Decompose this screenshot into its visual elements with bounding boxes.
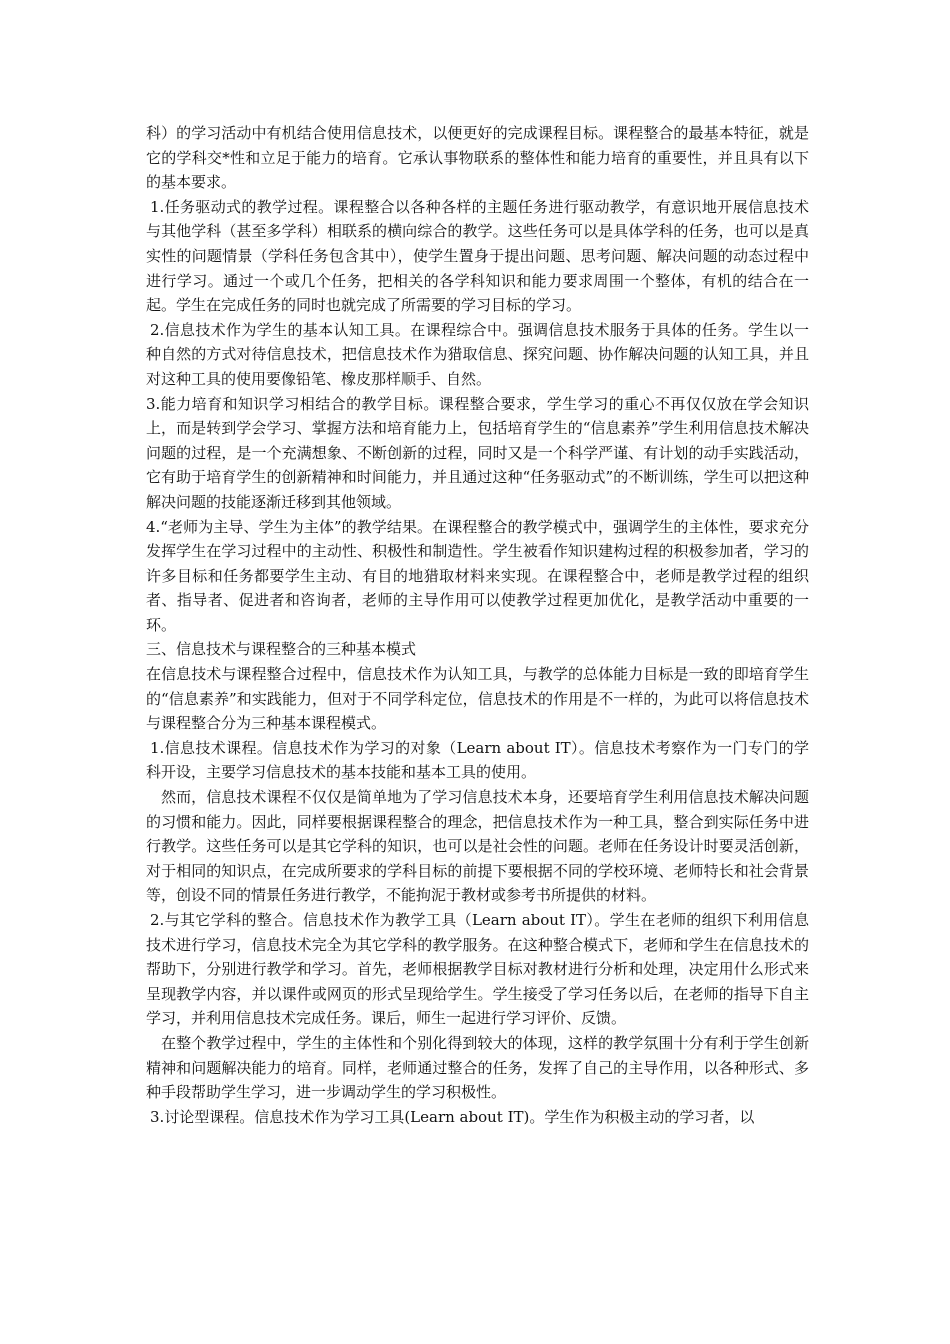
paragraph-mode-3: 3.讨论型课程。信息技术作为学习工具(Learn about IT)。学生作为积极主动的学习者，以 <box>150 1107 755 1126</box>
section-heading-three-modes: 三、信息技术与课程整合的三种基本模式 <box>146 640 417 659</box>
paragraph-requirement-4: 4.“老师为主导、学生为主体”的教学结果。在课程整合的教学模式中，强调学生的主体性，要求充分发挥学生在学习过程中的主动性、积极性和制造性。学生被看作知识建构过程的积极参加者，学习的许多目标和任务都要学生主动、有目的地猎取材料来实现。在课程整合中，老师是教学过程的组织者、指导者、促进者和咨询者，老师的主导作用可以使教学过程更加优化，是教学活动中重要的一环。 <box>146 517 809 634</box>
paragraph-mode-1-detail: 然而，信息技术课程不仅仅是简单地为了学习信息技术本身，还要培育学生利用信息技术解决问题的习惯和能力。因此，同样要根据课程整合的理念，把信息技术作为一种工具，整合到实际任务中进行教学。这些任务可以是其它学科的知识，也可以是社会性的问题。老师在任务设计时要灵活创新，对于相同的知识点，在完成所要求的学科目标的前提下要根据不同的学校环境、老师特长和社会背景等，创设不同的情景任务进行教学，不能拘泥于教材或参考书所提供的材料。 <box>146 788 809 905</box>
paragraph-requirement-2: 2.信息技术作为学生的基本认知工具。在课程综合中。强调信息技术服务于具体的任务。学生以一种自然的方式对待信息技术，把信息技术作为猎取信息、探究问题、协作解决问题的认知工具，并且对这种工具的使用要像铅笔、橡皮那样顺手、自然。 <box>146 320 809 388</box>
paragraph-mode-2-detail: 在整个教学过程中，学生的主体性和个别化得到较大的体现，这样的教学氛围十分有利于学生创新精神和问题解决能力的培育。同样，老师通过整合的任务，发挥了自己的主导作用，以各种形式、多种手段帮助学生学习，进一步调动学生的学习积极性。 <box>146 1033 809 1102</box>
paragraph-modes-intro: 在信息技术与课程整合过程中，信息技术作为认知工具，与教学的总体能力目标是一致的即培育学生的“信息素养”和实践能力，但对于不同学科定位，信息技术的作用是不一样的，为此可以将信息技术与课程整合分为三种基本课程模式。 <box>146 665 809 733</box>
paragraph-intro: 科）的学习活动中有机结合使用信息技术，以便更好的完成课程目标。课程整合的最基本特征，就是它的学科交*性和立足于能力的培育。它承认事物联系的整体性和能力培育的重要性，并且具有以下的基本要求。 <box>146 124 809 192</box>
paragraph-mode-1: 1.信息技术课程。信息技术作为学习的对象（Learn about IT）。信息技术考察作为一门专门的学科开设，主要学习信息技术的基本技能和基本工具的使用。 <box>146 738 809 782</box>
document-page <box>146 121 809 1129</box>
paragraph-requirement-1: 1.任务驱动式的教学过程。课程整合以各种各样的主题任务进行驱动教学，有意识地开展信息技术与其他学科（甚至多学科）相联系的横向综合的教学。这些任务可以是具体学科的任务，也可以是真实性的问题情景（学科任务包含其中），使学生置身于提出问题、思考问题、解决问题的动态过程中进行学习。通过一个或几个任务，把相关的各学科知识和能力要求周围一个整体，有机的结合在一起。学生在完成任务的同时也就完成了所需要的学习目标的学习。 <box>146 197 809 315</box>
paragraph-requirement-3: 3.能力培育和知识学习相结合的教学目标。课程整合要求，学生学习的重心不再仅仅放在学会知识上，而是转到学会学习、掌握方法和培育能力上，包括培育学生的“信息素养”学生利用信息技术解决问题的过程，是一个充满想象、不断创新的过程，同时又是一个科学严谨、有计划的动手实践活动，它有助于培育学生的创新精神和时间能力，并且通过这种“任务驱动式”的不断训练，学生可以把这种解决问题的技能逐渐迁移到其他领域。 <box>146 394 809 511</box>
paragraph-mode-2: 2.与其它学科的整合。信息技术作为教学工具（Learn about IT）。学生在老师的组织下利用信息技术进行学习，信息技术完全为其它学科的教学服务。在这种整合模式下，老师和学生在信息技术的帮助下，分别进行教学和学习。首先，老师根据教学目标对教材进行分析和处理，决定用什么形式来呈现教学内容，并以课件或网页的形式呈现给学生。学生接受了学习任务以后，在老师的指导下自主学习，并利用信息技术完成任务。课后，师生一起进行学习评价、反馈。 <box>146 911 809 1028</box>
